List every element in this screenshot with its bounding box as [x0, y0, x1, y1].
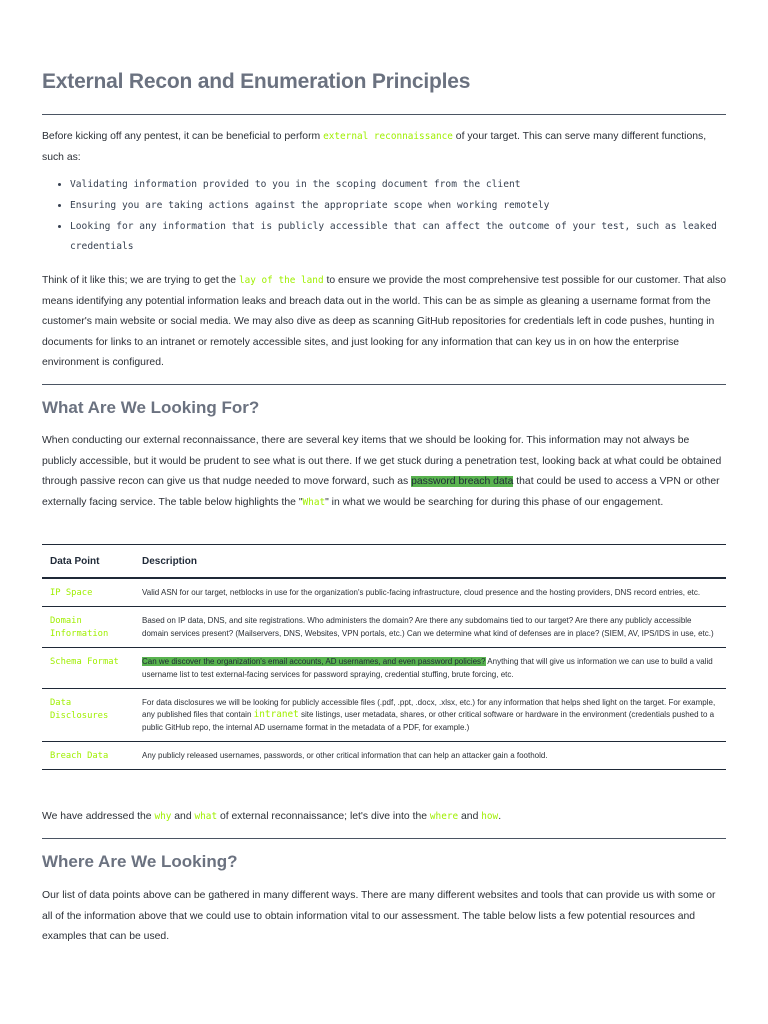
description-text: site listings, user metadata, shares, or other critical software or hardware in the environment (credentials pushed to a public GitHub repo, the internal AD username format in the metadata of a PDF, for example.)	[142, 710, 715, 733]
addressed-paragraph	[42, 807, 726, 828]
section-heading-where: Where Are We Looking?	[42, 852, 238, 871]
page-title: External Recon and Enumeration Principles	[42, 70, 471, 93]
paragraph-text: that could be used to access a VPN or other externally facing service. The table below highlights the "	[42, 476, 720, 508]
table-row	[42, 578, 726, 607]
description-cell	[134, 688, 726, 741]
title-divider	[42, 114, 726, 115]
list-item: • Ensuring you are taking actions against the appropriate scope when working remotely	[70, 196, 754, 217]
paragraph-text: of external reconnaissance; let's dive into the	[217, 811, 430, 822]
column-header-description: Description	[134, 545, 726, 579]
data-point-cell: Domain Information	[42, 607, 134, 648]
inline-code: intranet	[253, 709, 299, 721]
paragraph-text: and	[458, 811, 482, 822]
paragraph-text: Think of it like this; we are trying to get the	[42, 275, 239, 286]
intro-text: of your target. This can serve many different functions, such as:	[42, 131, 707, 163]
data-point-cell: Data Disclosures	[42, 688, 134, 741]
data-point-cell: IP Space	[42, 578, 134, 607]
description-text: Anything that will give us information we can use to build a valid username list to test external-facing services for password spraying, credential stuffing, brute forcing, etc.	[142, 657, 713, 679]
inline-code: lay of the land	[238, 275, 324, 286]
table-row	[42, 741, 726, 769]
description-cell: Any publicly released usernames, passwords, or other critical information that can help an attacker gain a foothold.	[134, 741, 726, 769]
section-heading-what: What Are We Looking For?	[42, 398, 260, 417]
bullet-list	[42, 175, 754, 258]
where-paragraph: Our list of data points above can be gathered in many different ways. There are many different websites and tools that can provide us with some or all of the information above that we could use to obtain information vital to our assessment. The table below lists a few potential resources and examples that can be used.	[42, 890, 716, 943]
table-header-row	[42, 545, 726, 579]
data-point-cell: Schema Format	[42, 648, 134, 689]
table-row	[42, 607, 726, 648]
paragraph-text: When conducting our external reconnaissance, there are several key items that we should be looking for. This information may not always be publicly accessible, but it would be prudent to see what is out there. If we get stuck during a penetration test, looking back at what could be obtained through passive recon can give us that nudge needed to move forward, such as	[42, 435, 722, 488]
column-header-data-point: Data Point	[42, 545, 134, 579]
data-point-cell: Breach Data	[42, 741, 134, 769]
description-cell: Valid ASN for our target, netblocks in use for the organization's public-facing infrastructure, cloud presence and the hosting providers, DNS record entries, etc.	[134, 578, 726, 607]
inline-code: external reconnaissance	[323, 131, 453, 142]
paragraph-text: and	[171, 811, 195, 822]
what-paragraph	[42, 431, 726, 513]
description-text: For data disclosures we will be looking for publicly accessible files (.pdf, .ppt, .docx, .xlsx, etc.) for any information that helps shed light on the target. For example, any published files that contain	[142, 697, 716, 720]
paragraph-text: " in what we would be searching for during this phase of our engagement.	[325, 496, 664, 508]
data-points-table	[42, 544, 726, 770]
section-divider	[42, 838, 726, 839]
intro-paragraph	[42, 127, 726, 168]
list-item: • Looking for any information that is publicly accessible that can affect the outcome of your test, such as leaked credentials	[70, 217, 754, 259]
paragraph-text: We have addressed the	[42, 811, 155, 822]
inline-code: how	[481, 811, 499, 822]
paragraph-text: .	[498, 811, 502, 822]
table-row	[42, 648, 726, 689]
description-cell: Based on IP data, DNS, and site registrations. Who administers the domain? Are there any subdomains tied to our target? Are there any publicly accessible domain services present? (Mailservers, DNS, Websites, VPN portals, etc.) Can we determine what kind of defenses are in place? (SIEM, AV, IPS/IDS in use, etc.)	[134, 607, 726, 648]
highlighted-text: Can we discover the organization's email accounts, AD usernames, and even password policies?	[142, 657, 486, 666]
paragraph-text: to ensure we provide the most comprehensive test possible for our customer. That also means identifying any potential information leaks and breach data out in the world. This can be as simple as gleaning a username format from the customer's main website or social media. We may also dive as deep as scanning GitHub repositories for credentials left in code pushes, hunting in documents for links to an intranet or remotely accessible sites, and just looking for any information that can key us in on how the enterprise environment is configured.	[42, 275, 726, 369]
list-item: • Validating information provided to you in the scoping document from the client	[70, 175, 754, 196]
inline-code: What	[302, 496, 326, 508]
highlighted-text: password breach data	[411, 476, 514, 488]
intro-text: Before kicking off any pentest, it can be beneficial to perform	[42, 131, 324, 142]
inline-code: where	[429, 811, 459, 822]
lay-of-land-paragraph	[42, 271, 726, 374]
table-row	[42, 688, 726, 741]
inline-code: why	[154, 811, 172, 822]
section-divider	[42, 384, 726, 385]
description-cell	[134, 648, 726, 689]
inline-code: what	[194, 811, 218, 822]
